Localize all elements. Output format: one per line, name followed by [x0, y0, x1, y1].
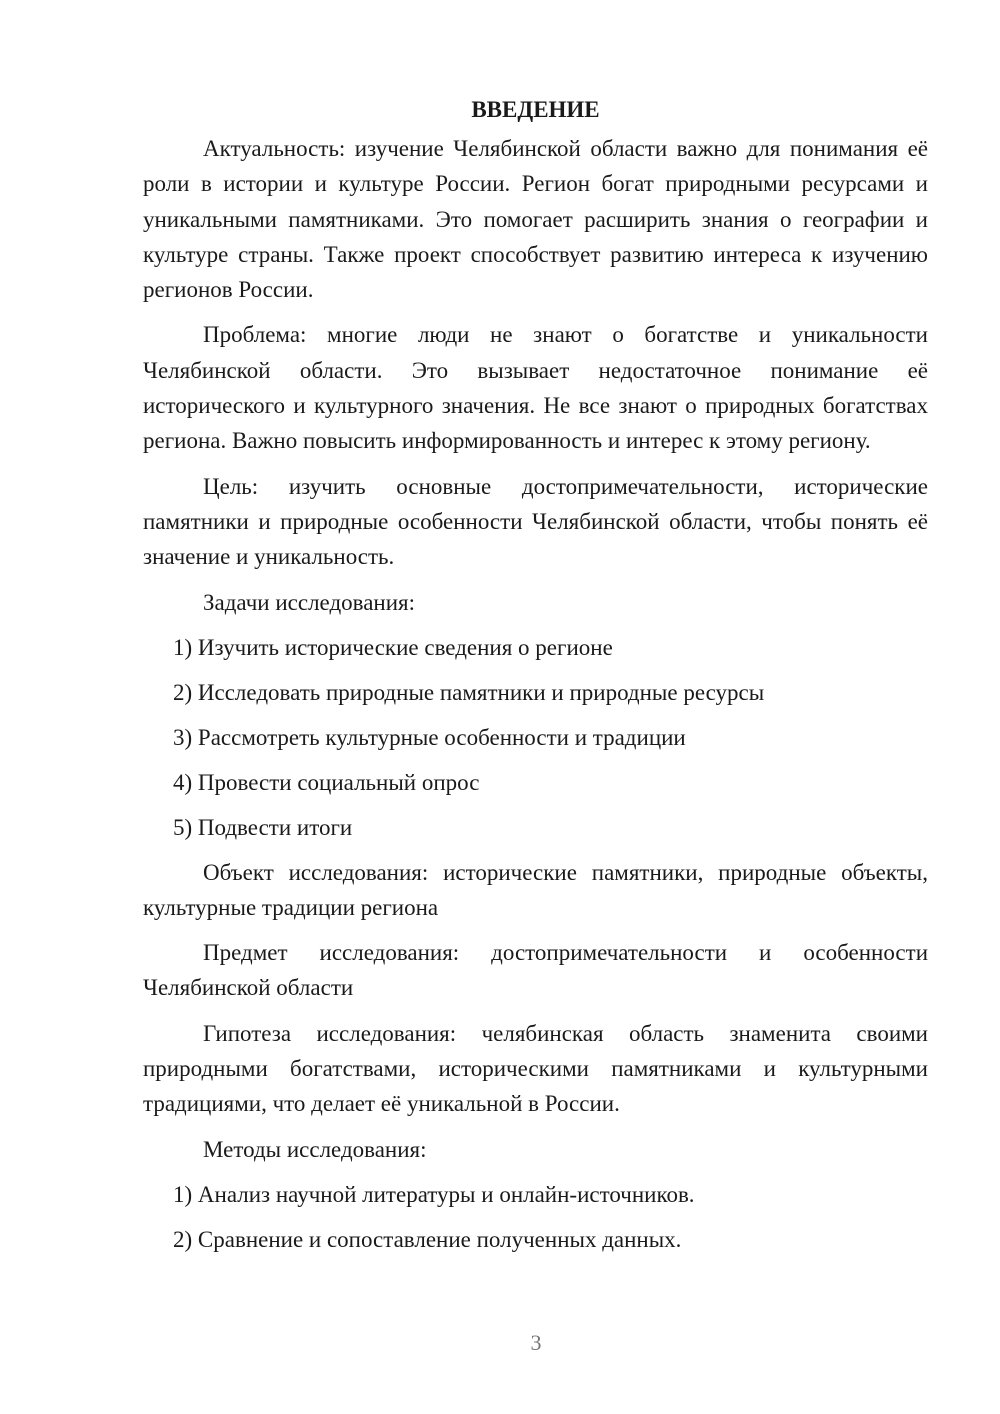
methods-list — [143, 1177, 928, 1257]
object-paragraph: Объект исследования: исторические памятники, природные объекты, культурные традиции региона — [143, 859, 928, 920]
relevance-paragraph: Актуальность: изучение Челябинской области важно для понимания её роли в истории и культуре России. Регион богат природными ресурсами и уникальными памятниками. Это помогает расширить знания о географии и культуре страны. Также проект способствует развитию интереса к изучению регионов России. — [143, 136, 928, 303]
list-item: 5) Подвести итоги — [173, 814, 353, 840]
tasks-heading: Задачи исследования: — [203, 589, 416, 615]
list-item: 2) Исследовать природные памятники и природные ресурсы — [173, 679, 765, 705]
list-item: 4) Провести социальный опрос — [173, 769, 480, 795]
document-page — [143, 92, 928, 1267]
list-item: 3) Рассмотреть культурные особенности и традиции — [173, 724, 686, 750]
problem-paragraph: Проблема: многие люди не знают о богатстве и уникальности Челябинской области. Это вызывает недостаточное понимание её исторического и культурного значения. Не все знают о природных богатствах региона. Важно повысить информированность и интерес к этому региону. — [143, 322, 928, 454]
methods-heading: Методы исследования: — [203, 1136, 427, 1162]
goal-paragraph: Цель: изучить основные достопримечательности, исторические памятники и природные особенности Челябинской области, чтобы понять её значение и уникальность. — [143, 473, 928, 570]
list-item: 1) Анализ научной литературы и онлайн-источников. — [173, 1181, 695, 1207]
page-number: 3 — [530, 1330, 542, 1355]
tasks-list — [143, 630, 928, 845]
subject-paragraph: Предмет исследования: достопримечательности и особенности Челябинской области — [143, 940, 928, 1001]
section-title: ВВЕДЕНИЕ — [471, 97, 600, 122]
hypothesis-paragraph: Гипотеза исследования: челябинская область знаменита своими природными богатствами, историческими памятниками и культурными традициями, что делает её уникальной в России. — [143, 1020, 928, 1117]
list-item: 1) Изучить исторические сведения о регионе — [173, 634, 613, 660]
list-item: 2) Сравнение и сопоставление полученных данных. — [173, 1226, 682, 1252]
